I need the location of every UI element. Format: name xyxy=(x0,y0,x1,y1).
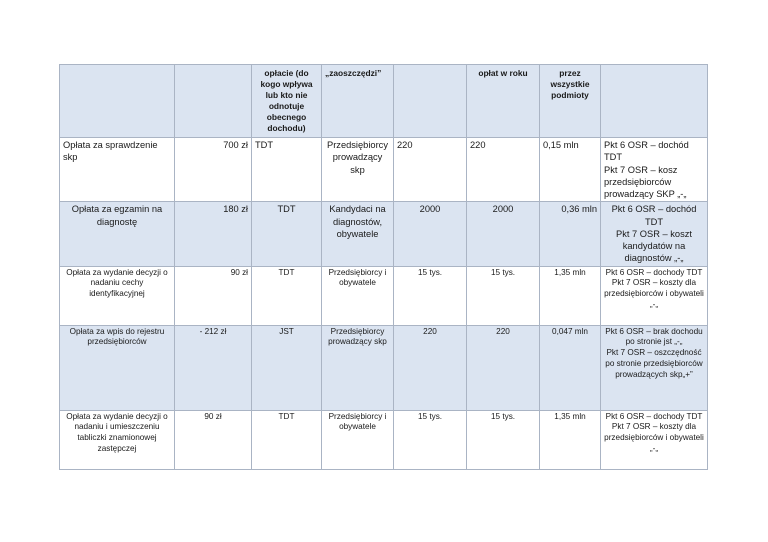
fee-amount: - 212 zł xyxy=(175,325,252,410)
header-cell xyxy=(601,65,708,138)
fee-yearly-count: 2000 xyxy=(467,202,540,266)
fee-name: Opłata za egzamin na diagnostę xyxy=(60,202,175,266)
table-row xyxy=(60,325,708,410)
fee-amount: 180 zł xyxy=(175,202,252,266)
fee-payer: Przedsiębiorcy prowadzący skp xyxy=(322,325,394,410)
fee-recipient: TDT xyxy=(252,410,322,469)
fee-payer: Przedsiębiorcy i obywatele xyxy=(322,410,394,469)
header-cell xyxy=(60,65,175,138)
fee-yearly-count: 220 xyxy=(467,138,540,202)
fee-name: Opłata za wydanie decyzji o nadaniu i umieszczeniu tabliczki znamionowej zastępczej xyxy=(60,410,175,469)
table-row xyxy=(60,138,708,202)
fee-total: 1,35 mln xyxy=(540,410,601,469)
header-cell xyxy=(175,65,252,138)
fee-total: 1,35 mln xyxy=(540,266,601,325)
table-header-row xyxy=(60,65,708,138)
fee-note: Pkt 6 OSR – brak dochodu po stronie jst „-„ Pkt 7 OSR – oszczędność po stronie przedsiębiorców prowadzących skp„+” xyxy=(601,325,708,410)
header-cell: przez wszystkie podmioty xyxy=(540,65,601,138)
table-row xyxy=(60,266,708,325)
fee-name: Opłata za wydanie decyzji o nadaniu cechy identyfikacyjnej xyxy=(60,266,175,325)
header-cell: opłacie (do kogo wpływa lub kto nie odnotuje obecnego dochodu) xyxy=(252,65,322,138)
header-cell xyxy=(394,65,467,138)
fee-name: Opłata za wpis do rejestru przedsiębiorców xyxy=(60,325,175,410)
fee-note: Pkt 6 OSR – dochód TDT Pkt 7 OSR – kosz przedsiębiorców prowadzący SKP „-„ xyxy=(601,138,708,202)
fee-amount: 90 zł xyxy=(175,410,252,469)
table-row xyxy=(60,202,708,266)
header-cell: „zaoszczędzi” xyxy=(322,65,394,138)
fee-note: Pkt 6 OSR – dochody TDT Pkt 7 OSR – koszty dla przedsiębiorców i obywateli „-„ xyxy=(601,410,708,469)
fee-payer: Kandydaci na diagnostów, obywatele xyxy=(322,202,394,266)
fee-name: Opłata za sprawdzenie skp xyxy=(60,138,175,202)
fee-recipient: JST xyxy=(252,325,322,410)
fees-table xyxy=(59,64,708,470)
fee-total: 0,36 mln xyxy=(540,202,601,266)
fee-yearly-count: 220 xyxy=(467,325,540,410)
fee-total: 0,15 mln xyxy=(540,138,601,202)
fee-recipient: TDT xyxy=(252,266,322,325)
fee-yearly-count: 15 tys. xyxy=(467,410,540,469)
fee-count: 220 xyxy=(394,325,467,410)
fee-note: Pkt 6 OSR – dochody TDT Pkt 7 OSR – koszty dla przedsiębiorców i obywateli „-„ xyxy=(601,266,708,325)
fee-recipient: TDT xyxy=(252,202,322,266)
fee-amount: 90 zł xyxy=(175,266,252,325)
header-cell: opłat w roku xyxy=(467,65,540,138)
fee-count: 220 xyxy=(394,138,467,202)
fee-payer: Przedsiębiorcy prowadzący skp xyxy=(322,138,394,202)
fee-count: 15 tys. xyxy=(394,266,467,325)
fee-count: 2000 xyxy=(394,202,467,266)
fee-note: Pkt 6 OSR – dochód TDT Pkt 7 OSR – koszt kandydatów na diagnostów „-„ xyxy=(601,202,708,266)
fee-recipient: TDT xyxy=(252,138,322,202)
fee-count: 15 tys. xyxy=(394,410,467,469)
table-row xyxy=(60,410,708,469)
fee-total: 0,047 mln xyxy=(540,325,601,410)
fee-payer: Przedsiębiorcy i obywatele xyxy=(322,266,394,325)
fee-yearly-count: 15 tys. xyxy=(467,266,540,325)
fee-amount: 700 zł xyxy=(175,138,252,202)
